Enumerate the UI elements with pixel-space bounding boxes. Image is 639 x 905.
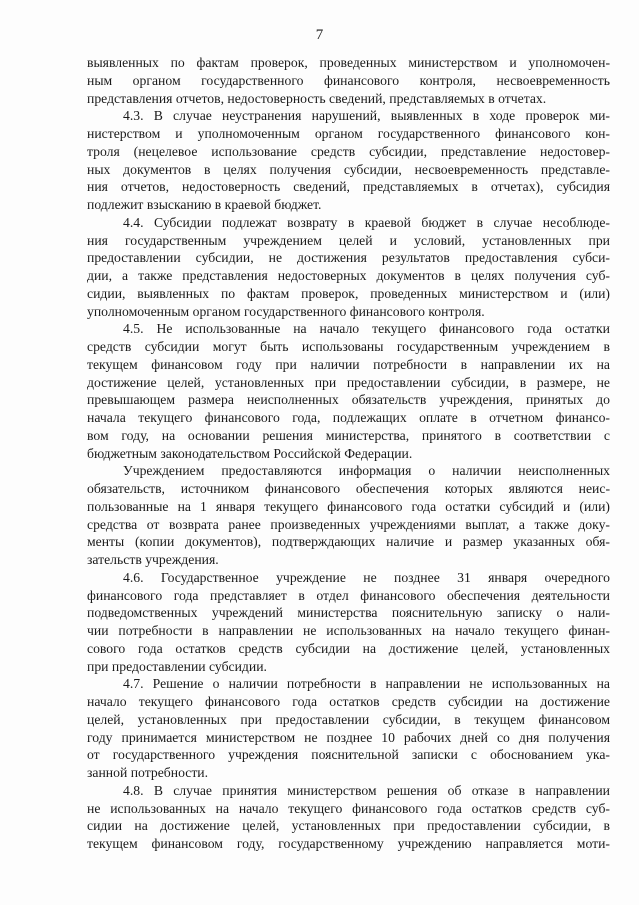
- text-line: нистерством и уполномоченным органом государственного финансового кон-: [87, 126, 610, 141]
- text-line: представления отчетов, недостоверность сведений, представляемых в отчетах.: [87, 90, 547, 106]
- text-line: бюджетным законодательством Российской Федерации.: [87, 445, 413, 461]
- text-line: при предоставлении субсидии.: [87, 658, 267, 674]
- text-line: году принимается министерством не позднее 10 рабочих дней со дня получения: [87, 729, 610, 745]
- paragraph-p-4-7: [87, 675, 610, 782]
- text-line: от государственного учреждения пояснительной записки с обоснованием ука-: [87, 747, 610, 763]
- paragraph-p-uchr: [87, 462, 610, 569]
- text-line: ния государственным учреждением целей и условий, установленных при: [87, 232, 610, 248]
- text-line: 4.7. Решение о наличии потребности в направлении не использованных на: [123, 676, 610, 692]
- text-line: 4.3. В случае неустранения нарушений, выявленных в ходе проверок ми-: [123, 108, 610, 124]
- text-line: средства от возврата ранее произведенных учреждениями выплат, а также доку-: [87, 516, 610, 532]
- text-line: дии, а также представления недостоверных документов в целях получения суб-: [87, 268, 610, 283]
- text-line: подведомственных учреждений министерства пояснительную записку о нали-: [87, 605, 610, 621]
- paragraph-p-4-4: [87, 214, 610, 321]
- text-line: 4.5. Не использованные на начало текущего финансового года остатки: [123, 321, 610, 337]
- text-line: ным органом государственного финансового контроля, несвоевременность: [87, 72, 610, 88]
- text-line: занной потребности.: [87, 765, 209, 780]
- paragraph-p-4-6: [87, 569, 610, 676]
- text-line: 4.8. В случае принятия министерством решения об отказе в направлении: [123, 782, 610, 798]
- text-line: финансового года представляет в отдел финансового обеспечения деятельности: [87, 587, 610, 603]
- text-line: вом году, на основании решения министерства, принятого в соответствии с: [87, 427, 610, 443]
- text-line: текущем финансовом году при наличии потребности в направлении их на: [87, 356, 610, 372]
- text-line: сового года остатков средств субсидии на достижение целей, установленных: [87, 640, 610, 656]
- text-line: ния отчетов, недостоверность сведений, представляемых в отчетах), субсидия: [87, 179, 610, 195]
- text-line: подлежит взысканию в краевой бюджет.: [87, 197, 322, 212]
- document-body: [87, 54, 610, 853]
- paragraph-p-4-8: [87, 782, 610, 853]
- text-line: не использованных на начало текущего финансового года остатков средств суб-: [87, 800, 610, 816]
- paragraph-p-4-5: [87, 320, 610, 462]
- paragraph-p-4-3: [87, 107, 610, 214]
- text-line: 4.4. Субсидии подлежат возврату в краевой бюджет в случае несоблюде-: [123, 214, 610, 230]
- text-line: превышающем размера неисполненных обязательств учреждения, принятых до: [87, 392, 610, 408]
- text-line: сидии, выявленных по фактам проверок, проведенных министерством и (или): [87, 285, 610, 301]
- text-line: уполномоченным органом государственного финансового контроля.: [87, 303, 485, 319]
- text-line: менты (копии документов), подтверждающих наличие и размер указанных обя-: [87, 534, 610, 550]
- text-line: целей, установленных при предоставлении субсидии, в текущем финансовом: [87, 711, 610, 727]
- text-line: Учреждением предоставляются информация о наличии неисполненных: [123, 463, 610, 479]
- text-line: пользованные на 1 января текущего финансового года остатки субсидий и (или): [87, 498, 610, 514]
- paragraph-p-cont: [87, 54, 610, 107]
- text-line: ных документов в целях получения субсидии, несвоевременность представле-: [87, 161, 610, 177]
- text-line: обязательств, источником финансового обеспечения которых являются неис-: [87, 481, 610, 496]
- text-line: чии потребности в направлении не использованных на начало текущего финан-: [87, 623, 610, 638]
- page-number: 7: [315, 27, 324, 43]
- text-line: текущем финансовом году, государственному учреждению направляется моти-: [87, 836, 610, 851]
- text-line: сидии на достижение целей, установленных при предоставлении субсидии, в: [87, 818, 610, 834]
- text-line: начала текущего финансового года, подлежащих оплате в отчетном финансо-: [87, 410, 610, 425]
- text-line: средств субсидии могут быть использованы государственным учреждением в: [87, 339, 610, 354]
- text-line: выявленных по фактам проверок, проведенных министерством и уполномочен-: [87, 55, 610, 70]
- text-line: 4.6. Государственное учреждение не позднее 31 января очередного: [123, 569, 610, 585]
- text-line: начало текущего финансового года остатков средств субсидии на достижение: [87, 694, 610, 709]
- text-line: зательств учреждения.: [87, 552, 219, 567]
- text-line: предоставлении субсидии, не достижения результатов предоставления субси-: [87, 250, 610, 266]
- text-line: троля (нецелевое использование средств субсидии, представление недостовер-: [87, 143, 610, 159]
- text-line: достижение целей, установленных при предоставлении субсидии, в размере, не: [87, 374, 610, 390]
